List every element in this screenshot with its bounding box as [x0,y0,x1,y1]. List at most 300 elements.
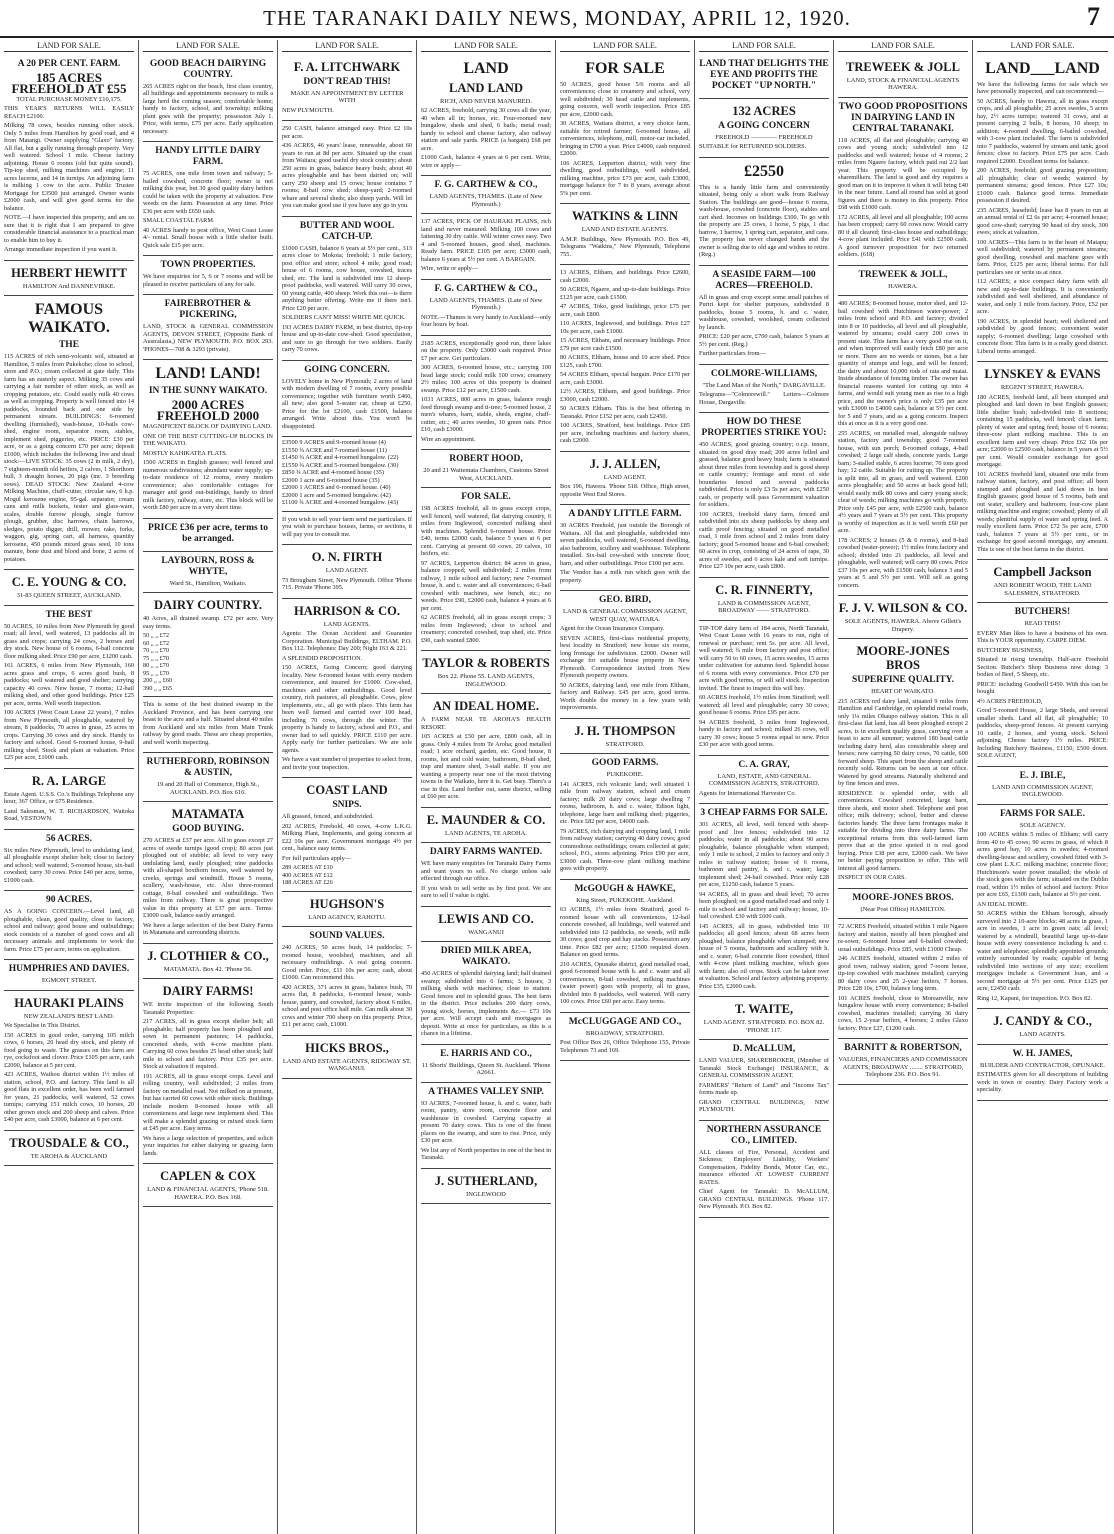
ad-heading: BARNITT & ROBERTSON, [844,1043,962,1053]
ad-paragraph: 50 ACRES, 10 miles from New Plymouth by good road; all level, well watered, 13 paddocks all in grass and crops; carrying 24 cows, 2 horses and dry stock. New house of 6 rooms, 6-bail concrete floor milking shed. Price £90 per acre, £1200 cash. [4,622,134,660]
ad-paragraph: Post Office Box 26, Office Telephone 155, Private Telephones 73 and 169. [560,1039,690,1054]
ad-headline: COAST LAND [306,783,388,797]
ad-heading: C. A. GRAY, [738,759,790,770]
ad-heading: THE [58,340,80,350]
ad-paragraph: 436 ACRES, 46 years' lease, renewable, about 60 years to run at 8d per acre. Situated up the coast from Waitara; good useful dry stock country; about 250 acres in grass, balance heavy bush; about 40 acres ploughable and has been dairied on; will carry 250 sheep and 15 cows; house contains 7 rooms; 8-bail cow shed; sheep-yard; 2-roomed whare and several sheds; also sheep yards. Will let you can make good use if you have any go in you. [282,142,412,209]
ad-heading: BUTCHERS! [1014,607,1071,617]
price-list-item: 80 „ „ £70 [143,662,170,669]
ad-subheading: LAND AGENT. [325,567,369,574]
ad-paragraph: 101 ACRES freehold, close to Moreanville, new bungalow house with every convenience; 8-bailed cowshed, machines installed; carrying 36 dairy cows, 15 2-year heifers, 4 horses; 2 miles Glaxo factory. Price £27, £1200 cash. [838,994,968,1032]
ad-subheading: TOTAL PURCHASE MONEY £10,175. [16,95,122,103]
ad-paragraph: 112 ACRES; a nice compact dairy farm with all new and up-to-date buildings. It is conveniently subdivided and well sheltered, and abundance of water, and only 1 mile from factory. Price, £52 per acre. [977,278,1108,315]
advertisement [560,591,690,719]
ad-subheading: LAND & COMMISSION AGENT, BROADWAY —— STRATFORD. [717,599,811,614]
ad-headline: HARRISON & CO. [294,603,400,618]
ad-paragraph: 105 ACRES at £50 per acre, £800 cash, all in grass. Only 4 miles from Te Aroha; good metalled road; 1 acre orchard, garden, etc. Good house, 8 rooms, hot and cold water, bathroom, 8-bail shed, trap and manure shed, 3-stall stable. If you are wanting a property near one of the most thriving towns in the Waikato, here it is. Get busy. There's a rise in this. Land further out, same district, selling at £60 per acre. [421,733,551,800]
ad-paragraph: 50 ACRES, Ngaere, and up-to-date buildings. Price £125 per acre, cash £1500. [560,286,690,301]
ad-heading: 3 CHEAP FARMS FOR SALE. [700,808,828,818]
ad-paragraph: ALL classes of Fire, Personal, Accident and Sickness; Employers' Liability, Workers' Compensation, Fidelity Bonds, Motor Car, etc., insurance effected AT LOWEST CURRENT RATES. [699,1148,829,1186]
advertisement [977,805,1108,1010]
ad-headline: F. J. V. WILSON & CO. [838,601,968,615]
ad-paragraph: INSPECT IN OUR CARS. [838,874,907,881]
ad-subheading: Box 22. Phone 55. LAND AGENTS, INGLEWOOD. [437,673,535,688]
ad-paragraph: 180 ACRES, freehold land, all been stumped and ploughed and laid down in best English grasses; little shelter bush; sub-divided into 8 sections; containing 15 paddocks, well fenced; clean farm; plenty of water and spring feed; house of 6 rooms; three-cow plant milking machine. This is an excellent farm and very cheap. Price £62 10s per acre; £2000 to £2500 cash, balance in 5 years at 5½ per cent. Would consider exchange for good mortgage. [977,393,1108,468]
column-heading: LAND FOR SALE. [421,42,551,52]
ad-paragraph: 100 ACRES, freehold dairy farm, fenced and subdivided into six sheep paddocks by sheep and cattle proof fencing; situated on good metalled road, 1 mile from school and 2 miles from dairy factory; good 5-roomed house and 6-bail cowshed; 60 acres in crop, consisting of 24 acres of rape, 30 acres of swedes, and 6 acres kale and soft turnips. Price £27 10s per acre, cash £800. [699,510,829,570]
ad-headline: O. N. FIRTH [311,550,383,564]
advertisement [282,1036,412,1079]
ad-subheading: PUKEKOHE. [606,771,644,778]
ad-subheading: 11 Shorts' Buildings, Queen St. Auckland. 'Phone A2661. [421,1061,551,1076]
ad-headline: J. J. ALLEN, [589,456,661,471]
ad-paragraph: All in grass and crop except some small patches of Puriri kept for shelter purposes, subdivided 8 paddocks, house 5 rooms, h. and c. water, washhouse, cowshed, woolshed, cream collected by launch. [699,293,829,331]
ad-heading: F. G. CARTHEW & CO., [434,180,538,190]
column-heading: LAND FOR SALE. [838,42,968,52]
ad-heading: 90 ACRES. [46,895,92,905]
price-list-item: £2000 1 ACRES and 6-roomed house. (40) [282,484,391,491]
advertisement [838,55,968,98]
ad-subheading: LAND AGENTS. [1019,1031,1066,1038]
advertisement [560,505,690,591]
ad-paragraph: 75 ACRES, one mile from town and railway; 5-bailed cowshed, concrete floor; owner is not milking this year, but 30 good quality dairy heifers could be taken with the property at valuation. Few weeds on the farm. Possession at any time. Price £36 per acre with £650 cash. [143,170,273,215]
advertisement [282,121,412,217]
ad-subheading: LAND AGENTS, TE AROHA. [444,829,528,837]
advertisement [282,217,412,361]
advertisement [560,204,690,265]
ad-paragraph: We have the following farms for sale which we have personally inspected, and can recommend:— [977,80,1108,95]
advertisement [143,519,273,552]
ad-paragraph: We list any of North properties in one of the best in Taranaki. [421,1146,551,1161]
advertisement [421,843,551,907]
advertisement [143,697,273,753]
ad-paragraph: 141 ACRES, rich volcanic land; well situated 1 mile from railway station, school and cream factory; milk 20 dairy cows; large dwelling 7 rooms, bathroom, h. and c. water, Edison light, telephone, large barn and milking shed; piggeries, etc. Price £82 per acre, £4000 cash. [560,780,690,825]
ad-paragraph: Further particulars from— [699,350,766,357]
ad-heading: A SEASIDE FARM—100 ACRES—FREEHOLD. [712,269,816,291]
advertisement [282,778,412,892]
advertisement [977,1009,1108,1045]
column-7 [834,40,973,1534]
ad-paragraph: Ring 12, Kapuni, for inspection. P.O. Box 82. [977,994,1092,1002]
ad-paragraph: 118 ACRES, all flat and ploughable; carrying 40 cows and young stock; subdivided into 12 paddocks and well watered; house of 4 rooms; 2 miles from Ngaere factory, which paid out 2/2 last year. This property will be occupied by sharemilkers. The land is good and dry requires a good man on it to improve it when it will bring £40 in the near future. Land all round has sold at good figures and there is money in this property. Price £68 with £1000 cash. [838,136,968,211]
ad-paragraph: 40 ACRES handy to post office, West Coast Lease 4/- rental. Small house with a little shelter built. Quick sale £15 per acre. [143,226,273,249]
ad-headline: FOR SALE [585,59,665,77]
ad-paragraph: If you wish to sell your farm send me particulars. If you wish to purchase houses, farms, or sections, it will pay you to consult me. [282,515,412,538]
ad-paragraph: 172 ACRES, all level and all ploughable; 100 acres has been cropped; carry 60 cows now. Would carry 80 if all cleared; first-class house and outbuildings; 4-cow plant included. Price £41 with £2500 cash. A good turnover proposition for two returned soldiers. (618) [838,213,968,258]
ad-paragraph: We Specialise in This District. [4,1022,81,1029]
advertisement [282,437,412,512]
ad-paragraph: We have a large selection of properties, and solicit your inquiries for either dairying or grazing farm lands. [143,1134,273,1157]
price-list-item: 200 „ „ £60 [143,677,173,684]
ad-paragraph: 240 ACRES, 50 acres bush, 14 paddocks; 7-roomed house, woolshed, machines, and all necessary outbuildings. A real going concern. Good order. Price, £11 10s per acre; cash, about £1000. Can recommend this. [282,944,412,981]
ad-paragraph: A FARM NEAR TE AROHA'S HEALTH RESORT. [421,716,551,731]
ad-paragraph: 270 ACRES at £37 per acre. All in grass except 27 acres of swede turnips (good crop); 80 acres just ploughed out of stubble; all level to very easy undulating land, easily ploughed; nine paddocks with all-shaped boxthorn fences, well watered by creeks, springs and windmill. House 5 rooms, scullery, wash-house, etc. Also three-roomed cottage, 8-bail cowshed and outbuildings. Two miles from railway. There is great prospective value in this property at £37 per acre. Terms: £3000 cash, balance easily arranged. [143,837,273,919]
advertisement [699,756,829,805]
advertisement [560,1013,690,1062]
column-5 [556,40,695,1534]
advertisement [143,552,273,594]
advertisement [282,927,412,1036]
ad-headline: TROUSDALE & CO., [9,1135,129,1150]
advertisement [421,1045,551,1083]
ad-subheading: BUILDER AND CONTRACTOR, OPUNAKE. [979,1061,1105,1069]
ad-subheading: 19 and 20 Hall of Commerce, High St., AUCKLAND. P.O. Box 616. [156,781,260,796]
advertisement [143,295,273,360]
ad-paragraph: 420 ACRES, 371 acres in grass, balance bush, 70 acres flat, 8 paddocks, 6-roomed house, wash-house, pantry, and cowshed, factory about 6 miles, school and post office half mile. Can milk about 30 cows and winter 700 sheep on this property. Price, £11 per acre; cash, £1000. [282,983,412,1028]
advertisement [838,266,968,297]
classified-columns [0,40,1114,1534]
ad-paragraph: £1000 Cash, balance 4 years at 6 per cent. Write, wire or apply— [421,154,551,169]
price-list-item: 400 ACRES AT £12 [282,871,333,879]
ad-subheading: NEW ZEALAND'S BEST LAND. [23,1012,115,1020]
ad-subheading: LAND AGENT. STRATFORD. P.O. BOX 82. 'PHONE 117. [703,1019,825,1034]
ad-paragraph: All grassed, fenced, and subdivided. [282,813,374,820]
ad-heading: BUTTER AND WOOL CATCH-UP. [299,220,395,242]
ad-headline: J. SUTHERLAND, [434,1173,538,1188]
ad-paragraph: Box 196, Hawera. 'Phone 518. Office, High street, opposite West End Stores. [560,483,690,498]
ad-paragraph: 450 ACRES of splendid dairying land; half drained swamp; subdivided into 6 farms; 3 houses; 3 milking sheds with machines; close to station. Good fences and in splendid grass. The best farm in the district. Price includes 200 dairy cows, young stock, horses, implements &c.— £73 10s per acre. Will accept cash and mortgages as deposit. Write at once for particulars, as this is a chance in a lifetime. [421,970,551,1037]
ad-headline: C. R. FINNERTY, [715,582,813,597]
ad-subheading: LAND & GENERAL COMMISSION AGENT, WEST QUAY, WAITARA. [562,608,688,623]
ad-paragraph: 265 ACRES right on the beach, first class country, all buildings and appointments necessary to milk a large herd the coming season; comfortable home; handy to factory, school, and township; milking plant goes with the property; possession July 1. Price, with terms, £75 per acre. Early application necessary. [143,82,273,135]
ad-paragraph: Wire, write or apply— [421,265,479,272]
advertisement [421,942,551,1045]
ad-headline: MATAMATA [171,807,245,821]
ad-paragraph: SMALL COASTAL FARM. [143,217,215,224]
ad-paragraph: 50 ACRES, dairying land, one mile from Eltham, factory and Railway. £45 per acre, good terms. Worth double the money in a few years with improvements. [560,681,690,711]
ad-subheading: REGENT STREET, HAWERA. [1000,384,1085,391]
ad-paragraph: 150 ACRES, Going Concern; good dairying locality. New 6-roomed house with every modern convenience, and insured for £1000. Cow-shed, machines and other outbuildings. Good level country, rich pastures, all ploughable. Cows, plow implements, etc., all go with place. This farm has been well farmed and carried over 100 head, including 70 cows, through the winter. The property is handy to factory, school and P.O., and owner had to sell quickly. PRICE £110 per acre. Apply early for further particulars. We are sole agents. [282,664,412,754]
ad-headline: DAIRY COUNTRY. [154,598,262,612]
ad-heading: TOWN PROPERTIES. [160,260,256,270]
ad-headline: J. CANDY & CO., [993,1014,1092,1028]
ad-headline: CAPLEN & COX [160,1169,256,1183]
masthead [0,0,1114,38]
ad-paragraph: We have a vast number of properties to select from, and invite your inspection. [282,756,412,771]
ad-paragraph: 4½ ACRES FREEHOLD, [977,697,1043,705]
ad-paragraph: 193 ACRES DAIRY FARM, in best district, tip-top house and up-to-date cow-shed. Good speculation, and sure to go through for two soldiers. Easily carry 70 cows. [282,323,412,353]
advertisement [143,1164,273,1207]
ad-heading: SUPERFINE QUALITY. [851,675,955,685]
page-number: 7 [1087,2,1100,31]
ad-subheading: SOLE AGENTS, HAWERA. Above Gillett's Drapery. [844,618,962,633]
price-list-item: 289 ACRES AT £10 [282,864,333,871]
ad-paragraph: 72 ACRES Freehold, situated within 1 mile Ngaere factory and station, mostly all been ploughed and re-sown; 6-roomed house and 6-bailed cowshed; usual outbuildings. Price £85, with £1000 Cheap. [838,923,968,953]
advertisement [143,944,273,980]
ad-heading: TREWEEK & JOLL, [858,269,948,280]
ad-paragraph: 200 ACRES, freehold; good grazing proposition; all ploughable; clear of weeds; watered by permanent streams; good fences. Price £27 10s; £1000 cash. Balance good terms. Immediate possession if desired. [977,167,1108,204]
ad-paragraph: GRAND CENTRAL BUILDINGS, NEW PLYMOUTH. [699,1098,829,1113]
ad-paragraph: BUTCHERY BUSINESS, [977,646,1044,654]
column-4 [417,40,556,1534]
ad-paragraph: A SPLENDID PROPOSITION. [282,654,363,662]
ad-paragraph: 79 ACRES, rich dairying and cropping land, 1 mile from railway station; carrying 40 dairy cows; good commodious outbuildings; cream collected at gate; school, P.O., stores adjoining. Price £90 per acre, £3000 cash. Three-cow plant milking machine goes with property. [560,827,690,872]
advertisement [977,362,1108,560]
advertisement [838,919,968,1039]
ad-heading: FOR SALE. [461,492,511,502]
ad-paragraph: 246 ACRES freehold, situated within 2 miles of good town, railway station, good 7-room house, tip-top cowshed with machines installed; carrying 80 dairy cows and 25 2-year heifers, 7 horses. Price £28 10s, £700, balance long term. [838,955,968,992]
column-2 [139,40,278,1534]
ad-paragraph: 13 ACRES, Eltham, and buildings. Price £2600, cash £2000. [560,269,690,284]
price-list-item: £1100 ¾ ACRE and 4-roomed bungalow. (43) [282,499,399,506]
ad-subheading: WANGANUI [468,928,504,936]
advertisement [143,979,273,1164]
advertisement [977,1045,1108,1101]
ad-paragraph: 101 ACRES freehold land, situated one mile from railway station, factory, and post office; all been stumped and ploughed and laid down in best English grasses; good house of 5 rooms, bath and out water, scullery and bathroom; four-cow plant milking machine and engine; cowshed; plenty of all weeds; plentiful supply of water and spring feed. A really excellent farm. Price £72 5s per acre, £700 cash, balance 7 years at 5½ per cent., or in exchange for good second mortgage, any amount. This is one of the best farms in the district. [977,470,1108,553]
advertisement [699,55,829,99]
ad-heading: 56 ACRES. [46,833,92,844]
ad-heading: McCLUGGAGE AND CO., [568,1016,682,1027]
advertisement [421,651,551,694]
ad-subheading: (Near Post Office) HAMILTON. [860,905,946,913]
ad-paragraph: WE have many enquiries for Taranaki Dairy Farms and want yours to sell. No charge unless sale effected through our office. [421,860,551,882]
price-list-item: £1550 ¾ ACRE and 7-roomed house (11) [282,446,387,454]
advertisement [4,261,134,297]
ad-paragraph: WE invite inspection of the following South Taranaki Properties: [143,1001,273,1016]
advertisement [699,1040,829,1121]
ad-paragraph: 94 ACRES freehold, 3 miles from Inglewood, handy to factory and school; milked 26 cows, will carry 30 cows; house 5 rooms equal to new. Price £30 per acre with good terms. [699,718,829,748]
advertisement [421,1083,551,1169]
ad-paragraph: TIP-TOP dairy farm of 184 acres, North Taranaki, West Coast Lease with 16 years to run, right of renewal or purchase; rent 5s. per acre. All level, well watered; ¾ mile from factory and post office; will carry 50 to 60 cows, 15 acres swedes, 15 acres under cultivation for autumn feed. Splendid house of 6 rooms with every convenience. Price £70 per acre with good terms, or will sell stock. Inspection invited. The finest to inspect this will buy. [699,624,829,692]
ad-offer: 2000 ACRES FREEHOLD 2000 [156,397,260,423]
ad-paragraph: 54 ACRES Eltham, special bargain. Price £170 per acre, cash £3000. [560,371,690,386]
advertisement [4,55,134,261]
ad-paragraph: Chief Agent for Taranaki: D. McALLUM, GRAND CENTRAL BUILDINGS. 'Phone 117. New Plymouth. P.O. Box 82. [699,1188,829,1210]
advertisement [282,599,412,779]
ad-paragraph: 93 ACRES, 7-roomed house, h. and c. water, bath room, pantry, store room, concrete floor and washhouse in cowshed. Carrying capacity at present 70 dairy cows. This is one of the finest places on the swamp, and sure to rise. Price, only £30 per acre. [421,1099,551,1144]
ad-heading: FAIREBROTHER & PICKERING, [164,299,252,320]
ad-paragraph: 62 ACRES freehold, all in grass except crops; 3 miles from Inglewood; close to school and creamery; concreted cowshed, trap shed, etc. Price £90, cash wanted £800. [421,614,551,644]
ad-headline: E. MAUNDER & CO. [426,812,546,827]
ad-paragraph: EVERY Man likes to have a business of his own. This is YOUR opportunity. CARPE DIEM. [977,629,1108,644]
ad-subheading: LAND AGENT. [603,473,647,481]
ad-paragraph: 50 ACRES within the Eltham borough, already surveyed into 2 10-acre blocks; 48 acres in grass, 1 acre in swedes, 1 acre in green oats; all level; watered by a windmill, beautiful large up-to-date house with every convenience including h. and c. water and telephone; splendidly appointed grounds; entirely surrounded by roads; capable of being subdivided into sections of any size; excellent mortgages include a Government loan, and a second mortgage at 5½ per cent. Price £125 per acre, £2450 cash. [977,910,1108,992]
ad-heading: NORTHERN ASSURANCE CO., LIMITED. [706,1124,822,1146]
ad-heading: LAYBOURN, ROSS & WHYTE, [161,555,255,577]
advertisement [4,991,134,1131]
ad-subheading: MAKE AN APPOINTMENT BY LETTER WITH [290,89,404,104]
advertisement [4,830,134,892]
price-list-item: £3500 9 ACRES and 9-roomed house (4) [282,439,386,446]
ad-subheading: King Street, PUKEKOHE. Auckland. [576,896,674,904]
ad-paragraph: Telegrams—"Colmorewill." Letters—Colmore House, Dargaville. [699,391,829,406]
ad-headline: LAND LAND [449,80,523,95]
ad-paragraph: LAND, STOCK & GENERAL COMMISSION AGENTS, DEVON STREET, (Opposite Bank of Australasia,) NEW PLYMOUTH. P.O. BOX 293. 'PHONES—708 & 3293 (private). [143,323,273,353]
column-heading: LAND FOR SALE. [699,42,829,52]
price-list-item: 75 „ „ £70 [143,654,170,662]
ad-paragraph: 73 Brougham Street, New Plymouth. Office 'Phone 715. Private 'Phone 395. [282,576,412,591]
ad-paragraph: 300 ACRES, 6-roomed house, etc.; carrying 100 head large stock; could milk 100 cows; creamery 2½ miles; 100 acres of this property is drained swamp. Price £12 per acre, £1500 cash. [421,364,551,394]
advertisement [421,808,551,844]
ad-paragraph: ESTIMATES given for all descriptions of building work in town or country. Dairy Factory work a speciality. [977,1071,1108,1093]
ad-paragraph: Agents for International Harvester Co. [699,789,797,797]
ad-subheading: VALUERS, FINANCIERS AND COMMISSION AGENTS, BROADWAY ........ STRATFORD, Telephone 236. P.O. Box 91. [838,1056,968,1078]
ad-subheading: LAND AND ESTATE AGENTS, RIDGWAY ST. WANGANUI. [282,1057,412,1072]
price-list [282,439,412,507]
ad-heading: HOW DO THESE PROPERTIES STRIKE YOU: [701,417,827,438]
price-list-item: 95 „ „ £70 [143,669,170,677]
column-heading: LAND FOR SALE. [977,42,1108,52]
advertisement [699,99,829,158]
ad-headline: TAYLOR & ROBERTS [422,656,550,670]
advertisement [699,413,829,578]
ad-subheading: AND ROBERT WOOD, THE LAND SALESMEN, STRATFORD. [993,582,1092,597]
ad-heading: A GOING CONCERN [718,120,810,131]
column-3 [278,40,417,1534]
ad-headline: AN IDEAL HOME. [433,699,539,713]
ad-paragraph: MAGNIFICENT BLOCK OF DAIRYING LAND. [143,423,272,430]
ad-paragraph: 1031 ACRES, 800 acres in grass, balance rough feed through swamp and ti-tree; 5-roomed house, 2 men's whares, barn, stable, sheds, engine, chaff-cutter, etc.; 40 acres swedes, 10 green oats. Price £10, cash £3000. [421,396,551,433]
ad-paragraph: 62 ACRES, freehold, carrying 30 cows all the year, 40 when all in; horses, etc. Four-roomed new bungalow, sheds and shed, 6 bails; metal road; handy to school and cheese factory, also railway station and sale yards. PRICE (a bargain) £68 per acre. [421,107,551,152]
advertisement [143,55,273,143]
ad-subheading: 31-83 QUEEN STREET, AUCKLAND. [16,592,122,599]
ad-paragraph: 178 ACRES; 2 houses (5 & 6 rooms), and 8-bail cowshed (water-power); 1½ miles from factory and school; divided into 21 paddocks, all level and ploughable, well watered; will carry 80 cows. Price £37 10s per acre, with £1500 cash, balance 3 and 5 years at 5 and 5½ per cent. Will sell as going concern. [838,536,968,589]
advertisement [838,98,968,266]
column-8 [973,40,1112,1534]
column-6 [695,40,834,1534]
ad-paragraph: Estate Agent. U.S.S. Co.'s Buildings Telephone any hour, 367 Office, or 675 Residence. [4,790,134,805]
ad-heading: GOOD BEACH DAIRYING COUNTRY. [149,58,267,80]
ad-paragraph: 480 ACRES; 8-roomed house, motor shed, and 12-bail cowshed with Hutchinson water-power; 2 miles from school and P.O. and factory; divided into 8 or 10 paddocks, all level and all ploughable, watered by streams; could carry 200 cows in present state. This farm has a very good rise on it, and when improved will easily fetch £80 per acre or more. There are no weeds or stones, but a fair quantity of stumps and logs, and will be fenced; the dairy and about 10,000 rods of rata and matai. Inside abundance of fencing timber. The owner has financial reasons wanted for cutting up into 4 farms, and would suit young men as rise to a high price, and the owner's price is only £35 per acre with £3000 to £4000 cash, balance at 5½ per cent. for 5 and 7 years, and as a going concern. Inspect this at once as it is a very good one. [838,300,968,427]
advertisement [143,360,273,519]
advertisement [838,889,968,920]
advertisement [699,1121,829,1218]
ad-paragraph: 100 ACRES within 5 miles of Eltham; will carry from 40 to 45 cows; 90 acres in grass, of which 8 acres good hay, 10 acres in swedes; 4-roomed dwelling-house and scullery, cowshed fitted with 3-cow plant L.X.C. milking machine; concrete floor; Hutchinson's water power installed; the whole of the stock goes with the farm; situated on the Dublin road, within 1½ miles of school and factory. Price per acre £65, £1300 cash, balance at 5½ per cent. [977,831,1108,898]
advertisement [421,280,551,336]
ad-paragraph: We have enquiries for 5, 6 or 7 rooms and will be pleased to receive particulars of any for sale. [143,273,273,288]
ad-heading: ROBERT HOOD, [449,454,523,464]
ad-headline: R. A. LARGE [31,773,107,788]
price-list-item: £1550 ¾ ACRE and 5-roomed bungalow. (30) [282,461,399,469]
advertisement [838,639,968,889]
advertisement [282,512,412,546]
ad-paragraph: 115 ACRES of rich semi-volcanic soil, situated at Hamilton, 5 miles from Pukekohe; close to school, store and P.O.; cream collected at gate daily. This farm has an easterly aspect. Milking 35 cows and carrying a fair number of other stock, as well as cropping potatoes, etc. Could easily milk 40 cows as well as cropping. Property is well fenced into 14 paddocks, bounded back and one side by permanent stream. BUILDINGS: 6-roomed dwelling (furnished), wash-house, 10-bails cow-shed, engine room, separator room, stables, implement shed, piggeries, etc. PRICE: £30 per acre, or as a going concern £70 per acre; deposit £1000, which includes the following live and dead stock:—LIVE STOCK: 35 cows (2 in milk, 2 dry), 7 eighteen-month old heifers, 2 calves, 1 Shorthorn bull, 3 draught horses, 20 pigs (inc. 3 breeding sows). DEAD STOCK: New Zealand 4-cow Milking Machine, chaff-cutter, circular saw, 6 h.p. Mogul kerosene engine, 95-gal. separator, cream cans and milk buckets, tester and glass-ware, scales, double furrow plough, single furrow plough, grubber, disc harrows, chain harrows, sledges, potato digger, drill, mower, rake, forks, waggon, gig, spring cart, all harness, quantity kerosene, 450 pounds mixed grass seed, 10 tons manure, bone dust and blood and bone, 2 acres of potatoes. [4,353,134,563]
ad-paragraph: 210 ACRES, Opunake district, good metalled road, good 6-roomed house with h. and c. water and all conveniences, 8-bail cowshed, milking machines (water power) goes with property, all in grass, divided into 8 paddocks, well watered. Will carry 100 cows. Price £60 per acre. Easy terms. [560,960,690,1005]
ad-heading: GOING CONCERN. [304,364,390,375]
ad-heading: A DANDY LITTLE FARM. [568,509,682,519]
ad-paragraph: 1500 ACRES in English grasses; well fenced and numerous subdivisions; abundant water supply; up-to-date residence of 12 rooms, every modern convenience; also comfortable cottages for manager and good out-buildings, handy to dried milk factory, railway, store, etc. This block will be worth £80 per acre in a very short time. [143,459,273,511]
advertisement [699,158,829,266]
advertisement [421,336,551,451]
ad-headline: TREWEEK & JOLL [846,59,960,74]
ad-paragraph: 80 ACRES, Eltham, house and 10 acre shed. Price £125, cash £700. [560,354,690,369]
price-list [282,864,412,887]
price-list-item: 60 „ „ £72 [143,639,170,647]
ad-paragraph: 191 ACRES, all in grass except crops. Level and rolling country, well subdivided; 2 miles from factory on metalled road. Not milked on at present, but has carried 60 cows with other stock. Buildings include modern 8-roomed house with all conveniences and large new implement shed. This will make a splendid grazing or mixed stock farm at £45 per acre. Easy terms. [143,1072,273,1132]
ad-subheading: LAND AGENTS. [323,620,371,628]
price-list-item: £850 ¾ ACRE and 4-roomed house (35) [282,469,384,476]
ad-subheading: TE AROHA & AUCKLAND [30,1152,108,1160]
ad-paragraph: For full particulars apply— [282,854,352,862]
ad-paragraph: 63 ACRES, 1½ miles from Stratford, good 6-roomed house with all conveniences, 12-bail concrete cowshed, all buildings, well watered and subdivided into 12 paddocks, no weeds, will milk 30 cows; good crop and hay stacks. Possession any time. Price £82 per acre; £1500 required down. Balance on good terms. [560,906,690,958]
price-list-item: £2000 1 acre and 6-roomed house (35) [282,476,380,484]
price-list-item: 70 „ „ £70 [143,647,170,654]
advertisement [421,214,551,280]
advertisement [560,265,690,452]
ad-subheading: 20 and 21 Waitemata Chambers, Customs Street West, AUCKLAND. [423,467,549,482]
advertisement [282,361,412,438]
ad-heading: A 20 PER CENT. FARM. [17,58,121,69]
ad-subheading: HAMILTON And DANNEVIRKE. [22,282,116,290]
advertisement [421,694,551,808]
ad-heading: GOOD FARMS. [591,758,659,768]
ad-paragraph: 12½ ACRES, Eltham, and good buildings. Price £3000, cash £2000. [560,388,690,403]
ad-paragraph: 137 ACRES, PICK OF HAURAKI PLAINS, rich land and never manured. Milking 100 cows and fattening 30 dry cattle. Will winter cows easy. Two 4 and 5-roomed houses, good shed, machines. Ready farm. PRICE £105 per acre; £3000 cash, balance 6 years at 5½ per cent. A BARGAIN. [421,218,551,263]
ad-paragraph: AS A GOING CONCERN.—Level land, all ploughable, clean, good quality, close to factory, school and railway; good house and outbuildings; stock consists of a number of good cows and all necessary animals and implements to work the farm. Price £75 per acre, terms on application. [4,908,134,953]
ad-paragraph: LAND VALUER, SHAREBROKER, (Member of Taranaki Stock Exchange) INSURANCE, & GENERAL COMMISSION AGENT. [699,1057,829,1079]
ad-headline: LAND [463,59,509,77]
ad-paragraph: Wire an appointment. [421,435,476,443]
ad-subheading: LAND AGENTS, THAMES. (Late of New Plymouth.) [429,193,543,208]
ad-paragraph: 110 ACRES, Inglewood, and buildings. Price £27 10s per acre, cash £1000. [560,320,690,335]
ad-paragraph: This is a handy little farm and conveniently situated, being only a short walk from Railway Station. The buildings are good—house 6 rooms, wash-house, cowshed (concrete floor), stables and cart shed. Incomes on buildings £300. To go with the property are 25 cows, 1 horse, 5 pigs, 1 disc harrow, 1 harrow, 1 spring cart, separator, and cans. The property has never changed hands and the owner is selling due to old age and wishes to retire. (Reg.) [699,183,829,258]
price-list-item: 50 „ „ £72 [143,632,170,639]
advertisement [838,596,968,639]
ad-paragraph: Arrange immediate inspection if you want it. [4,246,118,253]
ad-subheading: READ THIS! [1024,620,1061,627]
advertisement [282,892,412,928]
advertisement [4,960,134,991]
advertisement [560,880,690,1013]
column-heading: LAND FOR SALE. [282,42,412,52]
ad-heading: PRICE £36 per acre, terms to be arranged. [148,522,268,544]
ad-heading: DRIED MILK AREA, WAIKATO. [440,946,532,967]
ad-paragraph: 50 ACRES, good house 5/6 rooms and all conveniences; close to creamery and school, very well subdivided; 30 head cattle and implements, going concern, well worth inspection. Price £85 per acre, £2000 cash. [560,80,690,118]
ad-paragraph: 30 ACRES Freehold, just outside the Borough of Waitara. All flat and ploughable, subdivided into seven paddocks, well watered, 6-roomed dwelling, also bathroom, scullery and washhouse. Telephone installed. Six-bail cow-shed with concrete floor, barn, and other outbuildings. Price £100 per acre. [560,522,690,567]
ad-paragraph: 97 ACRES, Lepperton district; 84 acres in grass, balance cropped; well subdivided; 2 miles from railway, 1 mile school and factory; new 7-roomed house, h. and c. water and all conveniences; 6-bail cowshed with machines, saw bench, etc.; no weeds. Price £90, £2000 cash, balance 4 years at 6 per cent. [421,559,551,612]
price-list-item: £2000 1 acre and 5-roomed bungalow. (42) [282,491,391,499]
advertisement [421,1169,551,1205]
advertisement [4,891,134,960]
advertisement [282,545,412,599]
advertisement [699,997,829,1040]
ad-headline: HAURAKI PLAINS [14,995,124,1010]
ad-subheading: LAND AND COMMISSION AGENT, INGLEWOOD. [992,783,1093,798]
ad-headline: HICKS BROS., [305,1040,389,1055]
ad-paragraph: THIS YEAR'S RETURNS WILL EASILY REACH £2100. [4,105,134,120]
ad-paragraph: 450 ACRES, good grazing country; o.r.p. tenure, situated on good dray road; 200 acres felled and grassed, balance good heavy bush; farm is situated about three miles from township and is good sheep or cattle country; frontage and most of side boundaries fenced and several paddocks subdivided. Price is only £3 5s per acre, with £250 cash, or property will pass Government valuation for soldiers. [699,441,829,508]
ad-headline: £2550 [744,162,784,180]
ad-paragraph: SUITABLE for RETURNED SOLDIERS. [699,143,807,150]
ad-headline: HUGHSON'S [309,896,385,911]
ad-headline: 132 ACRES [732,103,796,118]
price-list-item: £1450 ¾ ACRE and 4-roomed bungalow. (22) [282,454,399,461]
ad-heading: IN THE SUNNY WAIKATO. [148,386,268,396]
ad-paragraph: RESIDENCE is splendid order, with all conveniences. Cowshed concreted, large barn, three sheds, and motor shed. Telephone and post office; milk delivery; school, butter and cheese factories handy. The three farm frontages make it suitable for dividing into three dairy farms. The exceptional returns from this well-farmed farm prove that at the price quoted it is real good buying. Price £38 per acre, £2000 cash. We have no better paying proposition to offer. This will interest all good farmers. [838,789,968,872]
ad-heading: McGOUGH & HAWKE, [574,883,676,894]
ad-heading: W. H. JAMES, [1012,1048,1073,1059]
ad-paragraph: £1000 CASH, balance 6 years at 5½ per cent., 313 acres close to Mokoia; freehold; 1 mile factory, post office and store; school 4 mile, good road; house of 6 rooms, cow house, cowshed, traces shed, etc. The land is subdivided into 12 sheep-proof paddocks, well watered. Will carry 30 cows, 60 young cattle, 400 sheep. Work this out—is there anything better offering. Write me if there isn't. Price £20 per acre. [282,244,412,312]
ad-heading: SOUND VALUES. [309,931,385,941]
ad-heading: E. J. IBLE, [1019,770,1066,781]
ad-subheading: Ward St., Hamilton, Waikato. [169,579,247,587]
ad-heading: HUMPHRIES AND DAVIES. [8,964,130,974]
ad-paragraph: NOTE.—I have inspected this property, and am so sure that it is right that I am prepared to give considerable financial assistance to a practical man to enable him to buy it. [4,214,134,244]
column-1 [0,40,139,1534]
newspaper-title: THE TARANAKI DAILY NEWS, MONDAY, APRIL 12, 1920. [263,6,851,30]
ad-heading: THE BEST [45,609,93,620]
ad-paragraph: 100 ACRES, Stratford, best buildings. Price £85 per acre, including machines and factory shares, cash £2000. [560,422,690,444]
advertisement [977,767,1108,805]
ad-paragraph: 198 ACRES freehold, all in grass except crops, well fenced, well watered, flat dairying country, 6 miles from Inglewood, concreted milking shed with machines. Splendid 6-roomed house. Price £40, terms £2000 cash, balance 5 years at 6 per cent. Carrying at present 60 cows, 20 calves, 10 heifers, etc. [421,505,551,557]
ad-headline: Campbell Jackson [993,565,1092,579]
ad-paragraph: 2185 ACRES, exceptionally good run, three lakes on the property. Only £3000 cash required. Price £7 per acre. Get particulars. [421,339,551,362]
ad-subheading: LAND AGENTS, THAMES. (Late of New Plymouth.) [429,296,543,311]
price-list-item: 188 ACRES AT £26 [282,879,333,886]
ad-paragraph: 106 ACRES, Lepperton district, with very fine dwelling, good outbuildings, well subdivided, milking machine, price £73 per acre, cash £3000, mortgage balance for 7 to 8 years, average about 5% per cent. [560,159,690,197]
ad-headline: J. H. THOMPSON [574,723,676,738]
ad-paragraph: 215 ACRES red dairy land, situated 9 miles from Hamilton and Cambridge, on splendid metal roads, only 1¼ miles Ohaupo railway station. This is all first-class flat land, has all been ploughed except 2 acres, is in excellent quality grass, carrying over a beast to acre all summer; watered 180 head cattle including dairy herd, also considerable sheep and horses; now carrying 50 dairy cows, 70 cattle, 600 forward sheep. This apart from the sheep and cattle recently sold. Returns can be seen at our office. Watered by good streams. Naturally sheltered and by fine fences and trees. [838,697,968,787]
ad-paragraph: 190 ACRES, in splendid heart; well sheltered and subdivided by good fences; convenient water supply; 6-roomed dwelling; large cowshed with concrete floor. This farm is in a really good district. Liberal terms arranged. [977,317,1108,355]
